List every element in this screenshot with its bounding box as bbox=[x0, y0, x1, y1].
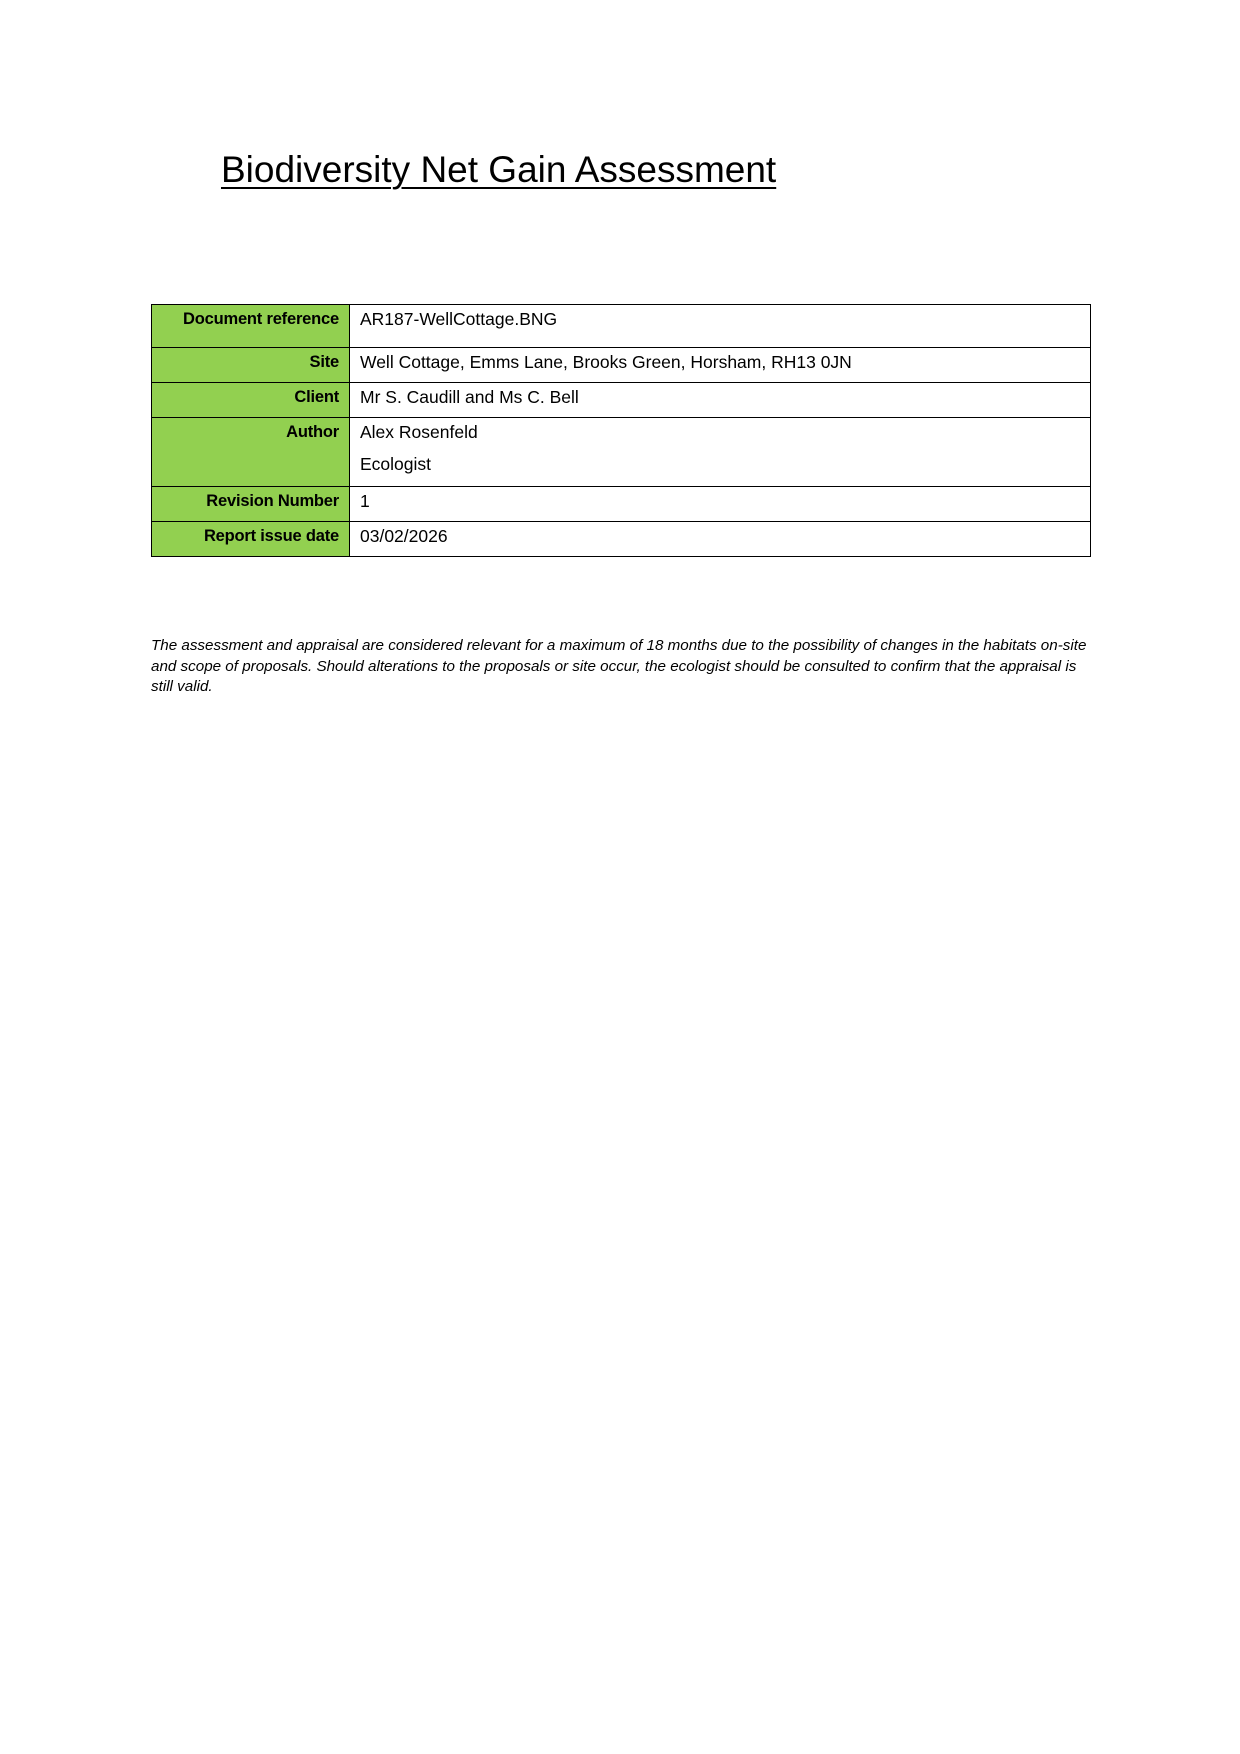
document-reference-value: AR187-WellCottage.BNG bbox=[350, 305, 1091, 348]
client-label: Client bbox=[152, 383, 350, 418]
client-value: Mr S. Caudill and Ms C. Bell bbox=[350, 383, 1091, 418]
revision-number-value: 1 bbox=[350, 487, 1091, 522]
site-label: Site bbox=[152, 348, 350, 383]
revision-number-label: Revision Number bbox=[152, 487, 350, 522]
report-issue-date-label: Report issue date bbox=[152, 522, 350, 557]
author-label: Author bbox=[152, 418, 350, 487]
document-reference-label: Document reference bbox=[152, 305, 350, 348]
table-row-document-reference bbox=[152, 305, 1091, 348]
author-role: Ecologist bbox=[360, 454, 432, 474]
table-row-revision-number bbox=[152, 487, 1091, 522]
document-info-table bbox=[151, 304, 1091, 557]
page-title: Biodiversity Net Gain Assessment bbox=[221, 149, 777, 190]
site-value: Well Cottage, Emms Lane, Brooks Green, Horsham, RH13 0JN bbox=[350, 348, 1091, 383]
table-row-client bbox=[152, 383, 1091, 418]
author-cell bbox=[350, 418, 1091, 487]
table-row-report-issue-date bbox=[152, 522, 1091, 557]
table-row-site bbox=[152, 348, 1091, 383]
table-row-author bbox=[152, 418, 1091, 487]
author-name: Alex Rosenfeld bbox=[360, 422, 478, 442]
report-issue-date-value: 03/02/2026 bbox=[350, 522, 1091, 557]
disclaimer-text: The assessment and appraisal are considered relevant for a maximum of 18 months due to the possibility of changes in the habitats on-site and scope of proposals. Should alterations to the proposals or site occur, the ecologist should be consulted to confirm that the appraisal is still valid. bbox=[151, 637, 1087, 695]
